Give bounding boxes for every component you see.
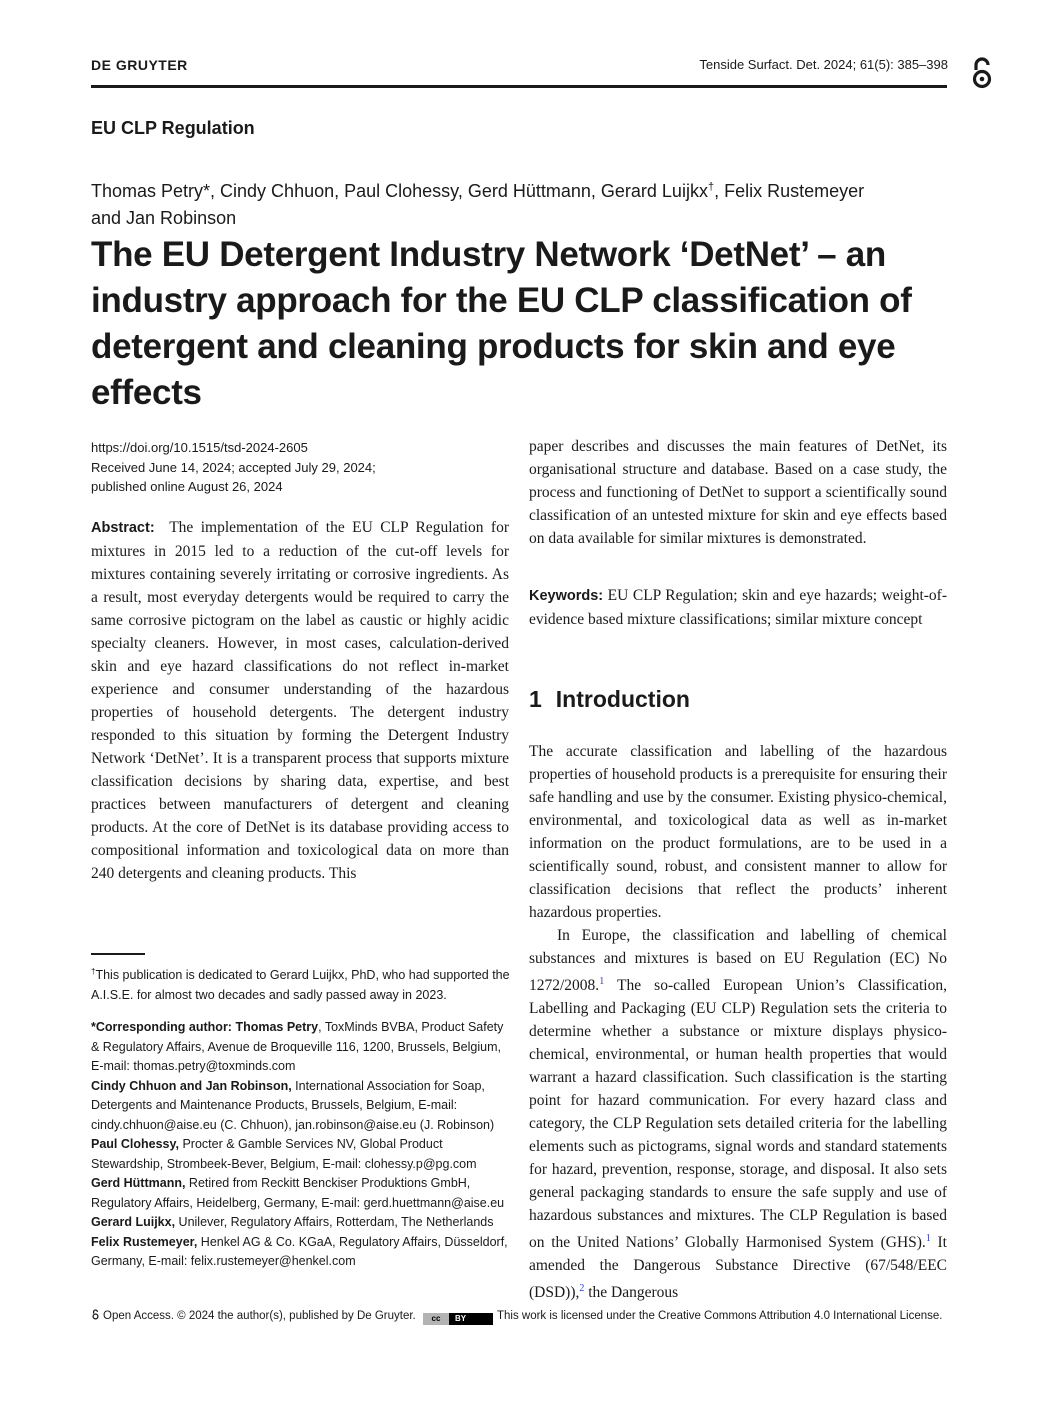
affiliation xyxy=(91,1213,511,1233)
affiliation-text: International Association for Soap, Detergents and Maintenance Products, Brussels, Belgium, E-mail: cindy.chhuon@aise.eu (C. Chhuon), jan.robinson@aise.eu (J. Robinson) xyxy=(91,1078,495,1132)
abstract-text-right: paper describes and discusses the main features of DetNet, its organisational structure and database. Based on a case study, the process and functioning of DetNet to support a scientifically sound classification of an untested mixture for skin and eye effects based on data available for similar mixtures is demonstrated. xyxy=(529,438,947,547)
intro-p2-text-a: In Europe, the classification and labelling of chemical substances and mixtures is based on EU Regulation (EC) No 1272/2008. xyxy=(529,927,947,995)
affiliation xyxy=(91,1174,511,1213)
intro-p2-text-b: The so-called European Union’s Classification, Labelling and Packaging (EU CLP) Regulation sets the criteria to determine whether a substance or mixture displays physico-chemical, environmental, or human health properties that would warrant a hazard classification. Such classification is the starting point for hazard communication. For every hazard class and category, the CLP Regulation sets detailed criteria for the labelling elements such as pictograms, signal words and standard statements for hazard, prevention, response, storage, and disposal. It also sets general packaging standards to ensure the safe supply and use of hazardous substances and mixtures. The CLP Regulation is based on the United Nations’ Globally Harmonised System (GHS). xyxy=(529,977,947,1252)
authors-line-1: Thomas Petry*, Cindy Chhuon, Paul Clohessy, Gerd Hüttmann, Gerard Luijkx xyxy=(91,181,708,201)
license-line xyxy=(91,1308,943,1325)
journal-citation: Tenside Surfact. Det. 2024; 61(5): 385–398 xyxy=(699,57,948,72)
dagger-mark: † xyxy=(91,967,96,976)
section-heading-introduction xyxy=(529,686,690,713)
doi-link[interactable]: https://doi.org/10.1515/tsd-2024-2605 xyxy=(91,440,308,455)
article-meta xyxy=(91,438,376,497)
affiliation-name: Gerd Hüttmann, xyxy=(91,1176,186,1191)
section-label: EU CLP Regulation xyxy=(91,118,255,138)
received-date: Received June 14, 2024; accepted July 29, 2024; xyxy=(91,459,376,475)
open-access-icon xyxy=(91,1309,100,1320)
keywords-label: Keywords: xyxy=(529,588,604,604)
corresponding-label: *Corresponding author: Thomas Petry xyxy=(91,1020,319,1035)
cc-label: cc xyxy=(423,1313,449,1325)
reference-link[interactable]: 2 xyxy=(579,1283,585,1295)
reference-link[interactable]: 1 xyxy=(925,1233,931,1245)
affiliation-name: Gerard Luijkx, xyxy=(91,1215,176,1230)
footnote-rule xyxy=(91,953,145,955)
keywords xyxy=(529,584,947,631)
reference-link[interactable]: 1 xyxy=(599,976,605,987)
footnotes xyxy=(91,962,511,1272)
intro-paragraph-2 xyxy=(529,924,947,1304)
affiliation xyxy=(91,1233,511,1272)
dedication-text: This publication is dedicated to Gerard Luijkx, PhD, who had supported the A.I.S.E. for almost two decades and sadly passed away in 2023. xyxy=(91,968,510,1002)
intro-p2-text-d: the Dangerous xyxy=(584,1284,679,1302)
affiliation-text: Henkel AG & Co. KGaA, Regulatory Affairs, Düsseldorf, Germany, E-mail: felix.rustemeyer@henkel.com xyxy=(91,1234,508,1269)
authors-line-1-end: , Felix Rustemeyer xyxy=(714,181,865,201)
affiliation-text: Unilever, Regulatory Affairs, Rotterdam, The Netherlands xyxy=(175,1215,494,1230)
affiliation-name: Paul Clohessy, xyxy=(91,1137,179,1152)
corresponding-text: , ToxMinds BVBA, Product Safety & Regulatory Affairs, Avenue de Broqueville 116, 1200, Brussels, Belgium, E-mail: thomas.petry@toxminds.com xyxy=(91,1020,504,1074)
affiliation xyxy=(91,1135,511,1174)
abstract-left xyxy=(91,516,509,885)
intro-paragraph-1: The accurate classification and labelling of the hazardous properties of household products is a prerequisite for ensuring their safe handling and use by the consumer. Existing physico-chemical, environmental, and toxicological data as well as in-market information on the product formulations, are to be used in a scientifically sound, robust, and consistent manner to allow for classification decisions that reflect the products’ inherent hazardous properties. xyxy=(529,743,947,921)
by-label: BY xyxy=(454,1314,467,1323)
publisher-name: DE GRUYTER xyxy=(91,57,188,73)
open-access-icon xyxy=(968,56,996,90)
dagger-mark: † xyxy=(707,181,715,193)
affiliation xyxy=(91,1077,511,1136)
author-list xyxy=(91,174,951,232)
license-prefix: Open Access. © 2024 the author(s), published by De Gruyter. xyxy=(103,1310,416,1322)
affiliation-name: Felix Rustemeyer, xyxy=(91,1234,198,1249)
introduction-body xyxy=(529,740,947,1304)
license-suffix: This work is licensed under the Creative Commons Attribution 4.0 International License. xyxy=(496,1310,943,1322)
intro-p2-text-c: It amended the Dangerous Substance Directive (67/548/EEC (DSD)), xyxy=(529,1234,947,1302)
affiliation-name: Cindy Chhuon and Jan Robinson, xyxy=(91,1078,292,1093)
abstract-right xyxy=(529,435,947,550)
header-rule xyxy=(91,85,947,88)
section-number: 1 xyxy=(529,686,542,712)
article-title: The EU Detergent Industry Network ‘DetNet’ – an industry approach for the EU CLP classification of detergent and cleaning products for skin and eye effects xyxy=(91,235,912,412)
dedication-footnote xyxy=(91,962,511,1005)
published-date: published online August 26, 2024 xyxy=(91,479,283,494)
section-title: Introduction xyxy=(555,686,690,712)
abstract-label: Abstract: xyxy=(91,520,155,536)
abstract-text-left: The implementation of the EU CLP Regulation for mixtures in 2015 led to a reduction of the cut-off levels for mixtures containing severely irritating or corrosive ingredients. As a result, most everyday detergents would be required to carry the same corrosive pictogram on the label as caustic or highly acidic specialty cleaners. However, in most cases, calculation-derived skin and eye hazard classifications do not reflect in-market experience and consumer understanding of the hazardous properties of household detergents. The detergent industry responded to this situation by forming the Detergent Industry Network ‘DetNet’. It is a transparent process that supports mixture classification decisions by sharing data, expertise, and best practices between manufacturers of detergent and cleaning products. At the core of DetNet is its database providing access to compositional information and toxicological data on more than 240 detergents and cleaning products. This xyxy=(91,519,509,882)
cc-by-badge-icon[interactable] xyxy=(423,1313,493,1325)
affiliation-text: Procter & Gamble Services NV, Global Product Stewardship, Strombeek-Bever, Belgium, E-mail: clohessy.p@pg.com xyxy=(91,1137,477,1171)
affiliation-text: Retired from Reckitt Benckiser Produktions GmbH, Regulatory Affairs, Heidelberg, Germany, E-mail: gerd.huettmann@aise.eu xyxy=(91,1176,505,1210)
corresponding-author xyxy=(91,1018,511,1077)
keywords-text: EU CLP Regulation; skin and eye hazards; weight-of-evidence based mixture classifications; similar mixture concept xyxy=(529,587,948,628)
authors-line-2: and Jan Robinson xyxy=(91,208,237,228)
